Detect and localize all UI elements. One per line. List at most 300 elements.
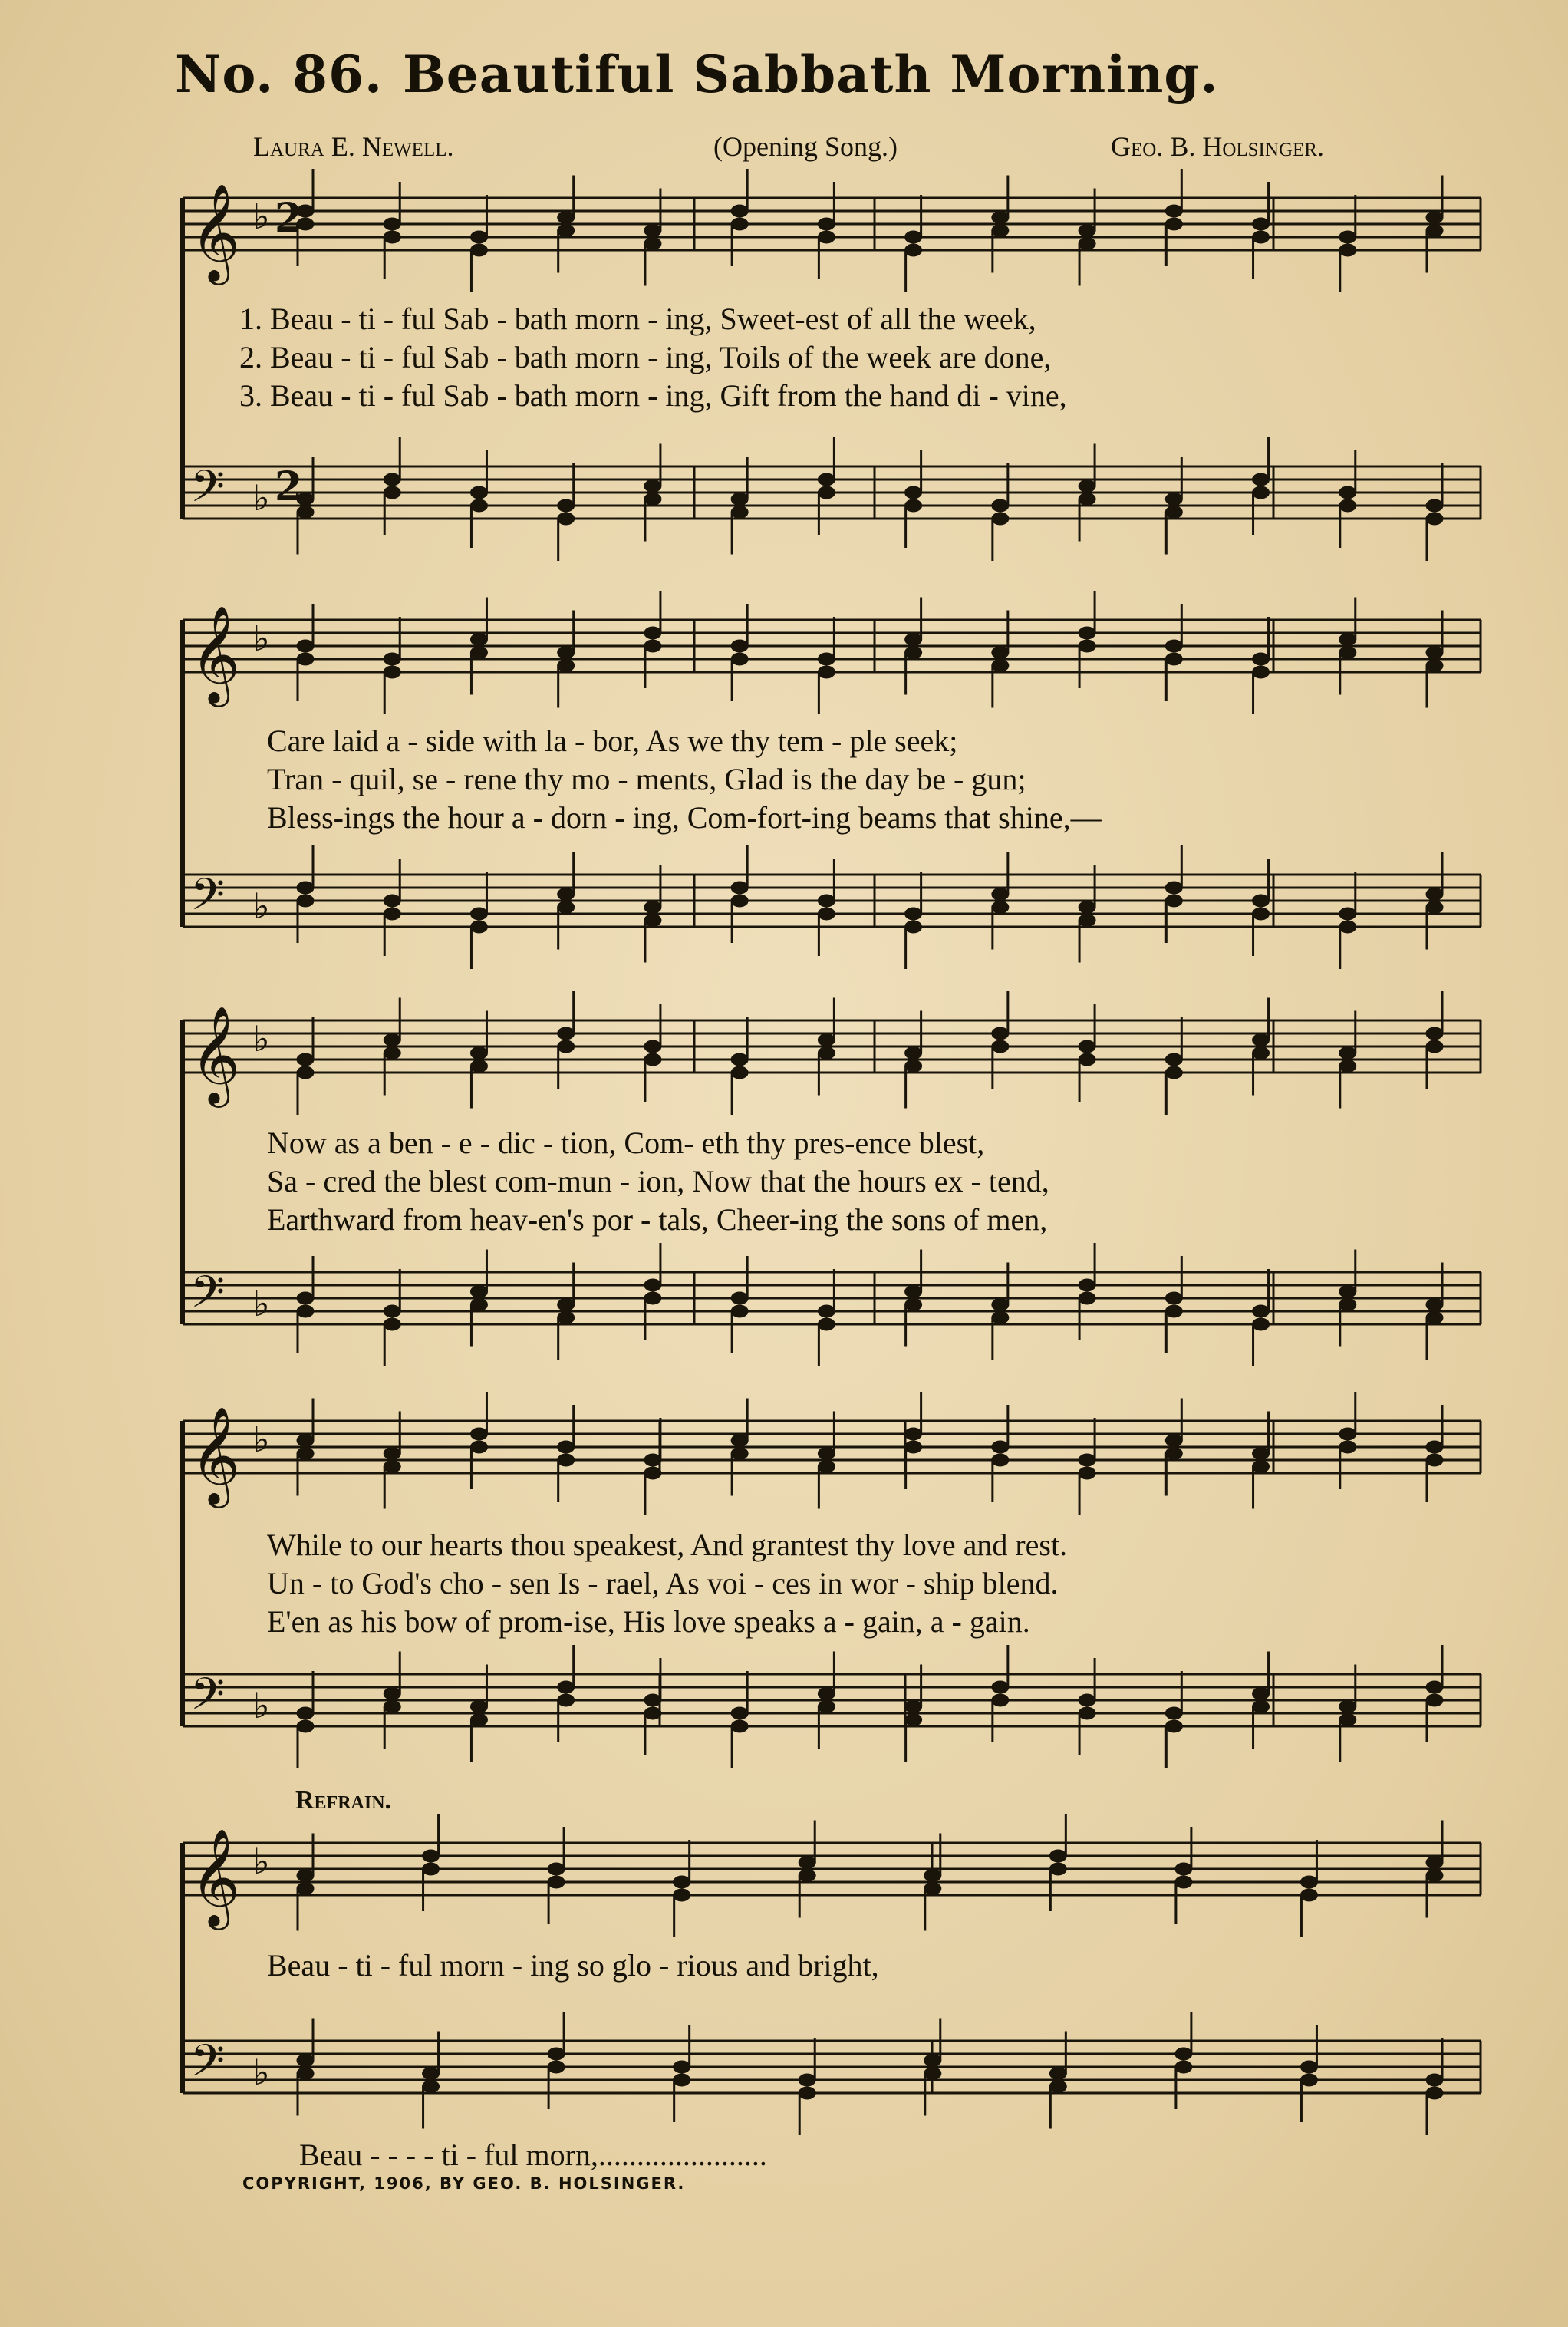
lyric-system4-verse3: E'en as his bow of prom-ise, His love speaks a - gain, a - gain. (267, 1604, 1030, 1639)
note-head (731, 1066, 748, 1079)
note-head (297, 895, 314, 907)
note-head (297, 1720, 314, 1732)
note-head (384, 895, 400, 907)
note-head (558, 660, 575, 672)
note-head (644, 1040, 661, 1053)
note-head (1165, 1707, 1182, 1719)
subtitle: (Opening Song.) (713, 131, 898, 162)
lyricist: Laura E. Newell. (253, 131, 454, 162)
note-head (992, 499, 1009, 512)
note-head (1253, 1688, 1270, 1700)
note-head (1339, 499, 1356, 512)
treble-clef-icon: 𝄞 (190, 1005, 241, 1103)
note-head (384, 653, 400, 665)
note-head (384, 231, 400, 243)
note-head (1079, 1040, 1095, 1053)
note-head (1339, 1441, 1356, 1453)
hymn-number: No. 86. (175, 44, 383, 104)
note-head (1426, 901, 1443, 914)
note-head (818, 666, 835, 678)
note-head (799, 1870, 815, 1882)
note-head (731, 1435, 748, 1447)
note-head (731, 218, 748, 230)
note-head (1049, 1850, 1066, 1862)
flat-icon: ♭ (253, 1841, 270, 1882)
lyric-system3-verse1: Now as a ben - e - dic - tion, Com- eth thy pres-ence blest, (267, 1126, 985, 1160)
note-head (558, 647, 575, 659)
note-head (1253, 218, 1270, 230)
note-head (799, 1857, 815, 1869)
note-head (1175, 1863, 1192, 1875)
composer: Geo. B. Holsinger. (1111, 131, 1324, 162)
note-head (1165, 882, 1182, 894)
note-head (384, 1448, 400, 1460)
note-head (818, 1305, 835, 1317)
note-head (644, 915, 661, 927)
note-head (1165, 493, 1182, 506)
treble-clef-icon: 𝄞 (190, 183, 241, 281)
note-head (1339, 1047, 1356, 1060)
flat-icon: ♭ (253, 1685, 270, 1726)
note-head (731, 205, 748, 217)
flat-icon: ♭ (253, 885, 270, 927)
note-head (1426, 888, 1443, 901)
note-head (1426, 660, 1443, 672)
note-head (818, 1461, 835, 1473)
note-head (1253, 908, 1270, 920)
note-head (1426, 1040, 1443, 1053)
note-head (1426, 513, 1443, 525)
note-head (1079, 493, 1095, 506)
note-head (297, 1066, 314, 1079)
lyric-system1-verse3: 3. Beau - ti - ful Sab - bath morn - ing, Gift from the hand di - vine, (239, 378, 1067, 413)
note-head (1165, 1435, 1182, 1447)
note-head (1339, 921, 1356, 933)
note-head (644, 1053, 661, 1066)
note-head (731, 882, 748, 894)
note-head (1165, 506, 1182, 519)
note-head (644, 1694, 661, 1706)
note-head (1253, 1701, 1270, 1713)
note-head (1253, 1034, 1270, 1046)
note-head (992, 1312, 1009, 1324)
note-head (1339, 1701, 1356, 1713)
note-head (731, 493, 748, 506)
note-head (924, 2068, 941, 2080)
note-head (297, 1305, 314, 1317)
note-head (1165, 1448, 1182, 1460)
note-head (1426, 1870, 1443, 1882)
note-head (905, 647, 922, 659)
note-head (644, 1467, 661, 1479)
note-head (470, 1060, 487, 1073)
note-head (558, 212, 575, 224)
note-head (548, 2061, 565, 2073)
note-head (1165, 640, 1182, 652)
note-head (731, 1448, 748, 1460)
note-head (992, 1040, 1009, 1053)
note-head (992, 1454, 1009, 1466)
note-head (1175, 1876, 1192, 1888)
note-head (1300, 1889, 1317, 1901)
note-head (1426, 2074, 1443, 2086)
note-head (905, 1060, 922, 1073)
treble-clef-icon: 𝄞 (190, 1828, 241, 1926)
note-head (905, 499, 922, 512)
note-head (924, 1870, 941, 1882)
note-head (1339, 1714, 1356, 1726)
note-head (1165, 1066, 1182, 1079)
note-head (548, 1876, 565, 1888)
note-head (1339, 1428, 1356, 1440)
flat-icon: ♭ (253, 1283, 270, 1324)
note-head (992, 212, 1009, 224)
note-head (1079, 480, 1095, 493)
note-head (1426, 1312, 1443, 1324)
note-head (992, 1681, 1009, 1693)
note-head (1426, 1441, 1443, 1453)
note-head (905, 1047, 922, 1060)
note-head (470, 244, 487, 256)
note-head (818, 1047, 835, 1060)
note-head (818, 1688, 835, 1700)
note-head (297, 2055, 314, 2067)
note-head (818, 908, 835, 920)
note-head (470, 486, 487, 499)
note-head (992, 225, 1009, 237)
note-head (558, 1299, 575, 1311)
note-head (1426, 1681, 1443, 1693)
note-head (1339, 1286, 1356, 1298)
note-head (1079, 225, 1095, 237)
note-head (384, 1318, 400, 1330)
note-head (297, 1707, 314, 1719)
note-head (674, 1876, 690, 1888)
note-head (1079, 238, 1095, 250)
note-head (297, 1883, 314, 1895)
note-head (384, 1461, 400, 1473)
flat-icon: ♭ (253, 1419, 270, 1460)
copyright-notice: COPYRIGHT, 1906, BY GEO. B. HOLSINGER. (242, 2174, 686, 2193)
note-head (905, 231, 922, 243)
note-head (731, 895, 748, 907)
note-head (1079, 1053, 1095, 1066)
note-head (818, 486, 835, 499)
note-head (297, 653, 314, 665)
note-head (674, 2074, 690, 2086)
note-head (558, 513, 575, 525)
note-head (992, 1694, 1009, 1706)
note-head (470, 1428, 487, 1440)
note-head (1426, 212, 1443, 224)
note-head (992, 1441, 1009, 1453)
note-head (731, 1305, 748, 1317)
note-head (384, 218, 400, 230)
note-head (731, 1053, 748, 1066)
note-head (731, 653, 748, 665)
note-head (548, 2048, 565, 2060)
note-head (1339, 1060, 1356, 1073)
note-head (644, 1279, 661, 1291)
note-head (1165, 1305, 1182, 1317)
note-head (384, 1688, 400, 1700)
note-head (1049, 2081, 1066, 2093)
flat-icon: ♭ (253, 618, 270, 659)
note-head (297, 640, 314, 652)
note-head (558, 901, 575, 914)
note-head (644, 640, 661, 652)
note-head (1339, 244, 1356, 256)
lyric-system4-verse1: While to our hearts thou speakest, And grantest thy love and rest. (267, 1528, 1068, 1562)
note-head (644, 1454, 661, 1466)
note-head (548, 1863, 565, 1875)
note-head (644, 1292, 661, 1304)
treble-clef-icon: 𝄞 (190, 605, 241, 703)
note-head (731, 1720, 748, 1732)
note-head (297, 1292, 314, 1304)
note-head (470, 1714, 487, 1726)
note-head (1079, 1454, 1095, 1466)
note-head (1049, 1863, 1066, 1875)
note-head (1426, 2087, 1443, 2099)
note-head (992, 1299, 1009, 1311)
note-head (644, 1707, 661, 1719)
lyric-system2-verse3: Bless-ings the hour a - dorn - ing, Com-fort-ing beams that shine,— (267, 800, 1102, 835)
note-head (1079, 1279, 1095, 1291)
note-head (1426, 1857, 1443, 1869)
note-head (470, 1701, 487, 1713)
note-head (384, 473, 400, 486)
note-head (423, 1863, 440, 1875)
note-head (905, 1714, 922, 1726)
note-head (558, 1312, 575, 1324)
note-head (674, 1889, 690, 1901)
lyric-system1-verse2: 2. Beau - ti - ful Sab - bath morn - ing, Toils of the week are done, (239, 340, 1052, 374)
note-head (1253, 1305, 1270, 1317)
note-head (470, 634, 487, 646)
note-head (297, 1448, 314, 1460)
note-head (644, 493, 661, 506)
note-head (558, 1441, 575, 1453)
note-head (470, 921, 487, 933)
note-head (1165, 1720, 1182, 1732)
note-head (905, 1299, 922, 1311)
note-head (1426, 1027, 1443, 1040)
note-head (1426, 1454, 1443, 1466)
treble-clef-icon: 𝄞 (190, 1406, 241, 1504)
note-head (799, 2074, 815, 2086)
note-head (799, 2087, 815, 2099)
note-head (297, 1870, 314, 1882)
note-head (992, 901, 1009, 914)
note-head (1426, 499, 1443, 512)
lyric-system3-verse3: Earthward from heav-en's por - tals, Cheer-ing the sons of men, (267, 1202, 1048, 1237)
flat-icon: ♭ (253, 2052, 270, 2093)
note-head (297, 2068, 314, 2080)
lyric-refrain: Beau - ti - ful morn - ing so glo - rious and bright, (267, 1948, 879, 1983)
note-head (644, 480, 661, 493)
note-head (644, 238, 661, 250)
note-head (470, 1299, 487, 1311)
note-head (384, 908, 400, 920)
note-head (1253, 895, 1270, 907)
note-head (470, 908, 487, 920)
note-head (905, 908, 922, 920)
note-head (731, 506, 748, 519)
note-head (1175, 2061, 1192, 2073)
note-head (905, 1428, 922, 1440)
note-head (992, 513, 1009, 525)
note-head (1339, 1299, 1356, 1311)
note-head (384, 1047, 400, 1060)
note-head (731, 1292, 748, 1304)
lyric-system2-verse1: Care laid a - side with la - bor, As we thy tem - ple seek; (267, 723, 958, 758)
note-head (1079, 1694, 1095, 1706)
lyric-system2-verse2: Tran - quil, se - rene thy mo - ments, Glad is the day be - gun; (267, 762, 1026, 796)
note-head (924, 1883, 941, 1895)
note-head (384, 1034, 400, 1046)
note-head (1175, 2048, 1192, 2060)
note-head (384, 1305, 400, 1317)
note-head (818, 895, 835, 907)
note-head (1253, 1047, 1270, 1060)
note-head (384, 1701, 400, 1713)
lyric-system1-verse1: 1. Beau - ti - ful Sab - bath morn - ing, Sweet-est of all the week, (239, 302, 1036, 336)
note-head (1253, 1461, 1270, 1473)
note-head (905, 1441, 922, 1453)
flat-icon: ♭ (253, 1018, 270, 1060)
note-head (1049, 2068, 1066, 2080)
note-head (818, 1318, 835, 1330)
note-head (1253, 486, 1270, 499)
note-head (992, 660, 1009, 672)
note-head (423, 2068, 440, 2080)
note-head (470, 1286, 487, 1298)
note-head (1253, 473, 1270, 486)
note-head (1253, 231, 1270, 243)
refrain-label: Refrain. (295, 1786, 392, 1814)
note-head (558, 1454, 575, 1466)
note-head (818, 218, 835, 230)
note-head (1079, 627, 1095, 639)
note-head (1426, 1694, 1443, 1706)
note-head (1079, 915, 1095, 927)
note-head (818, 653, 835, 665)
note-head (674, 2061, 690, 2073)
note-head (1426, 1299, 1443, 1311)
lyric-system4-verse2: Un - to God's cho - sen Is - rael, As voi - ces in wor - ship blend. (267, 1566, 1059, 1600)
note-head (1253, 666, 1270, 678)
flat-icon: ♭ (253, 477, 270, 519)
note-head (558, 1027, 575, 1040)
note-head (992, 1027, 1009, 1040)
note-head (1339, 231, 1356, 243)
note-head (470, 499, 487, 512)
note-head (1079, 1707, 1095, 1719)
note-head (905, 244, 922, 256)
note-head (1079, 1292, 1095, 1304)
note-head (470, 231, 487, 243)
note-head (1300, 1876, 1317, 1888)
note-head (905, 1701, 922, 1713)
note-head (644, 901, 661, 914)
note-head (558, 888, 575, 901)
note-head (1339, 634, 1356, 646)
note-head (1426, 225, 1443, 237)
bass-clef-icon: 𝄢 (190, 1668, 226, 1731)
lyric-refrain-bass: Beau - - - - ti - ful morn,...................... (299, 2137, 767, 2172)
note-head (644, 225, 661, 237)
bass-clef-icon: 𝄢 (190, 2035, 226, 2098)
note-head (992, 647, 1009, 659)
note-head (384, 486, 400, 499)
lyric-system3-verse2: Sa - cred the blest com-mun - ion, Now that the hours ex - tend, (267, 1164, 1049, 1198)
note-head (297, 1435, 314, 1447)
note-head (1253, 653, 1270, 665)
time-signature-treble: 2 (275, 195, 303, 242)
note-head (1300, 2074, 1317, 2086)
note-head (1165, 1053, 1182, 1066)
note-head (1339, 908, 1356, 920)
note-head (1300, 2061, 1317, 2073)
note-head (384, 666, 400, 678)
note-head (1253, 1448, 1270, 1460)
note-head (905, 921, 922, 933)
note-head (1165, 895, 1182, 907)
note-head (905, 1286, 922, 1298)
note-head (1079, 640, 1095, 652)
note-head (818, 1034, 835, 1046)
note-head (818, 473, 835, 486)
note-head (1165, 653, 1182, 665)
note-head (558, 1681, 575, 1693)
note-head (1079, 1467, 1095, 1479)
note-head (558, 1694, 575, 1706)
note-head (558, 225, 575, 237)
bass-clef-icon: 𝄢 (190, 869, 226, 931)
note-head (1339, 647, 1356, 659)
note-head (1426, 647, 1443, 659)
note-head (818, 231, 835, 243)
note-head (1165, 218, 1182, 230)
note-head (297, 1053, 314, 1066)
note-head (924, 2055, 941, 2067)
note-head (423, 2081, 440, 2093)
bass-clef-icon: 𝄢 (190, 460, 226, 523)
note-head (818, 1448, 835, 1460)
note-head (905, 486, 922, 499)
note-head (644, 627, 661, 639)
note-head (470, 647, 487, 659)
note-head (1165, 205, 1182, 217)
bass-clef-icon: 𝄢 (190, 1266, 226, 1329)
note-head (731, 1707, 748, 1719)
note-head (470, 1441, 487, 1453)
note-head (818, 1701, 835, 1713)
flat-icon: ♭ (253, 196, 270, 237)
note-head (1165, 1292, 1182, 1304)
note-head (1339, 486, 1356, 499)
hymn-title: Beautiful Sabbath Morning. (402, 44, 1219, 104)
note-head (558, 499, 575, 512)
note-head (992, 888, 1009, 901)
note-head (1079, 901, 1095, 914)
note-head (470, 1047, 487, 1060)
note-head (297, 882, 314, 894)
note-head (423, 1850, 440, 1862)
note-head (905, 634, 922, 646)
note-head (1253, 1318, 1270, 1330)
